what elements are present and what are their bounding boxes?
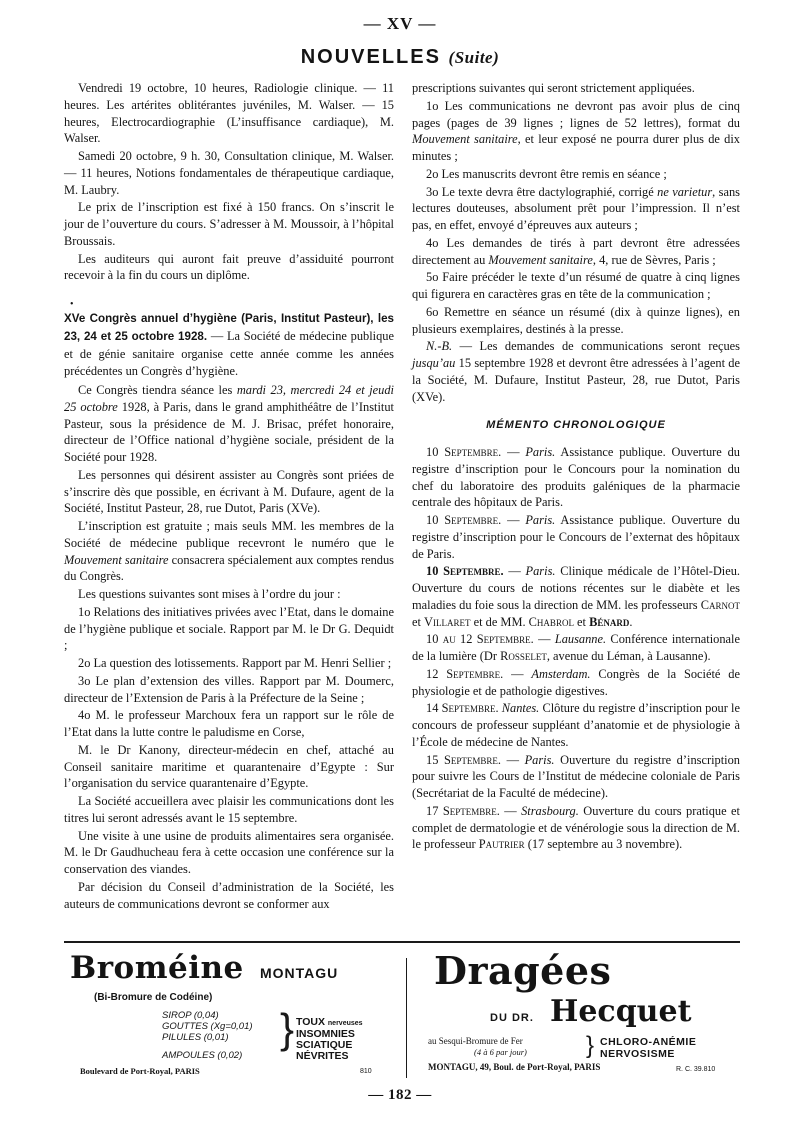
ad-du-dr: DU DR. [490, 1012, 534, 1024]
entry-date: 10 Septembre. [426, 564, 504, 579]
rule-item [412, 235, 740, 269]
formulation: SIROP (0,04) [162, 1010, 219, 1021]
text-run-italic: N.-B. [426, 339, 453, 354]
entry-place: Strasbourg. [521, 803, 579, 818]
entry-text: Congrès de la Société de physiologie et de pathologie digestives. [412, 666, 741, 698]
paragraph [64, 382, 394, 466]
ad-indications [600, 1036, 696, 1060]
text-run-italic: jusqu’au [412, 356, 456, 370]
entry-name: Rosselet [500, 649, 547, 663]
brace-icon: } [280, 1005, 295, 1052]
entry-date: 14 Septembre. [426, 701, 499, 716]
indication-main: TOUX [296, 1016, 325, 1028]
agenda-item: 3o Le plan d’extension des villes. Rapport par M. Doumerc, directeur de l’Extension de Paris à la Préfecture de la Seine ; [64, 673, 394, 705]
entry-date: 15 Septembre. [426, 752, 501, 767]
rule-item: 6o Remettre en séance un résumé (dix à quinze lignes), en plusieurs exemplaires, destinés à la presse. [412, 304, 740, 336]
entry-text: . [629, 614, 633, 629]
ad-composition: au Sesqui-Bromure de Fer [428, 1036, 523, 1046]
text-run: , 4, rue de Sèvres, Paris ; [592, 252, 716, 267]
ad-divider [406, 958, 407, 1078]
text-run: 1o Les communications ne devront pas avoir plus de cinq pages (pages de 39 lignes ; lignes de 52 lettres), format du [412, 98, 740, 130]
entry-date: 10 au 12 Septembre. [426, 632, 534, 647]
text-run-italic: ne varietur [657, 184, 713, 199]
memento-entry: 12 Septembre. — Amsterdam. Congrès de la Société de physiologie et de pathologie digestives. [412, 666, 741, 698]
ad-formulations [162, 1010, 253, 1061]
rule-item: 5o Faire précéder le texte d’un résumé de quatre à cinq lignes qui figurera en caractères gras en tête de la communication ; [412, 270, 740, 301]
text-run: L’inscription est gratuite ; mais seuls MM. les membres de la Société de médecine publique recevront le numéro que le [64, 519, 394, 550]
ornament-dot: • [70, 299, 74, 310]
memento-heading: MÉMENTO CHRONOLOGIQUE [486, 419, 666, 432]
paragraph: La Société accueillera avec plaisir les communications dont les titres lui seront adressés avant le 15 septembre. [64, 794, 394, 825]
section-title-text: NOUVELLES [300, 46, 441, 68]
ad-maker: MONTAGU [260, 965, 339, 981]
right-column [412, 80, 740, 854]
text-run: 4o Les demandes de tirés à part devront être adressées directement au [412, 235, 740, 267]
paragraph: Les questions suivantes sont mises à l’ordre du jour : [78, 587, 341, 601]
entry-text: (17 septembre au 3 novembre). [524, 837, 683, 852]
memento-entry: 10 Septembre. — Paris. Assistance publique. Ouverture du registre d’inscription pour le Concours pour la nomination du chef du laboratoire des produits galéniques de la pharmacie centrale des hôpitaux de Paris. [412, 445, 741, 510]
indication: NERVOSISME [600, 1048, 675, 1060]
agenda-item: 1o Relations des initiatives privées avec l’Etat, dans le domaine de l’hygiène publique et sociale. Rapport par M. le Dr G. Dequidt ; [64, 604, 394, 653]
entry-date: 10 Septembre. [426, 513, 502, 527]
agenda-item: 4o M. le professeur Marchoux fera un rapport sur le rôle de l’Etat dans la lutte contre le paludisme en Corse, [64, 708, 394, 739]
ad-brand-bromeine: Broméine [70, 950, 244, 986]
rule-item [412, 184, 740, 234]
agenda-item: M. le Dr Kanony, directeur-médecin en chef, attaché au Conseil sanitaire maritime et quarantenaire d’Egypte : Sur l’organisation du service quarantenaire d’Egypte. [64, 742, 394, 791]
paragraph: prescriptions suivantes qui seront strictement appliquées. [412, 81, 695, 95]
indication: INSOMNIES [296, 1028, 355, 1040]
entry-name: Carnot [700, 597, 740, 612]
entry-text: Clinique médicale de l’Hôtel-Dieu. Ouverture du cours de notions récentes sur le diabète et les maladies du foie sous la direction de MM. les professeurs [412, 564, 741, 612]
entry-place: Lausanne. [554, 632, 607, 647]
entry-place: Paris. [525, 445, 556, 459]
entry-text: Assistance publique. Ouverture du registre d’inscription pour le Concours pour la nomination du chef du laboratoire des produits galéniques de la pharmacie centrale des hôpitaux de Paris. [412, 445, 741, 510]
formulation: AMPOULES (0,02) [162, 1050, 243, 1061]
spacer [64, 285, 394, 299]
ad-dosage: (4 à 6 par jour) [474, 1047, 527, 1057]
congress-heading [64, 311, 394, 381]
text-run: 1928, à Paris, dans le grand amphithéâtre de l’Institut Pasteur, sous la présidence de M. J. Brisac, préfet honoraire, directeur de l’Office national d’hygiène sociale, président de la Société pour 1928. [64, 399, 394, 464]
formulation: GOUTTES (Xg=0,01) [162, 1021, 253, 1032]
ad-reference: 810 [360, 1068, 372, 1075]
paragraph: Les personnes qui désirent assister au Congrès sont priées de s’inscrire dès que possible, en écrivant à M. Dufaure, agent de la Société, Institut Pasteur, 28, rue Dutot, Paris (XVe). [64, 467, 394, 516]
ad-address: MONTAGU, 49, Boul. de Port-Royal, PARIS [428, 1062, 601, 1072]
section-title-suite: (Suite) [448, 48, 500, 67]
entry-text: Ouverture du cours pratique et complet de dermatologie et de vénérologie sous la direction de M. le professeur [412, 803, 740, 852]
memento-entry: 10 Septembre. — Paris. Assistance publique. Ouverture du registre d’inscription pour le Concours de l’externat des hôpitaux de Paris. [412, 513, 741, 561]
ad-brand-hecquet: Hecquet [550, 994, 692, 1029]
entry-text: Conférence internationale de la lumière (Dr [412, 632, 740, 663]
rule-item: 2o Les manuscrits devront être remis en séance ; [426, 166, 667, 181]
text-run: Ce Congrès tiendra séance les [78, 383, 237, 397]
entry-place: Paris. [525, 513, 556, 527]
paragraph: Samedi 20 octobre, 9 h. 30, Consultation clinique, M. Walser. — 11 heures, Notions fondamentales de thérapeutique cardiaque, M. Laubry. [64, 149, 394, 197]
paragraph: Le prix de l’inscription est fixé à 150 francs. On s’inscrit le jour de l’ouverture du cours. S’adresser à M. Moussoir, à l’hôpital Broussais. [64, 200, 394, 248]
entry-text: et [573, 614, 590, 629]
memento-entry: 15 Septembre. — Paris. Ouverture du registre d’inscription pour suivre les Cours de l’Institut de médecine coloniale de Paris (Secrétariat de la Faculté de médecine). [412, 752, 741, 800]
entry-name: Bénard [589, 614, 630, 629]
paragraph: Les auditeurs qui auront fait preuve d’assiduité pourront recevoir à la fin du cours un diplôme. [64, 251, 394, 283]
indication: NÉVRITES [296, 1050, 349, 1062]
memento-entry: 10 au 12 Septembre. — Lausanne. Conférence internationale de la lumière (Dr Rosselet, avenue du Léman, à Lausanne). [412, 632, 740, 663]
text-run: — Les demandes de communications seront reçues [452, 339, 740, 354]
section-title [0, 46, 800, 69]
brace-icon: } [586, 1032, 595, 1059]
nota-bene [412, 338, 740, 405]
congress-heading-rest: — La Société de médecine publique et de génie sanitaire organise cette année comme les années précédentes un Congrès d’hygiène. [64, 328, 394, 379]
entry-place: Paris. [525, 564, 556, 579]
text-run-italic: Mouvement sanitaire [412, 132, 518, 147]
text-run: 3o Le texte devra être dactylographié, corrigé [426, 184, 658, 199]
ad-subtitle: (Bi-Bromure de Codéine) [94, 992, 213, 1003]
text-run-italic: mardi 23, mercredi 24 et jeudi 25 octobre [64, 383, 394, 414]
entry-name: Pautrier [478, 837, 525, 852]
agenda-item: 2o La question des lotissements. Rapport par M. Henri Sellier ; [78, 656, 392, 670]
page-roman-numeral: — XV — [363, 14, 437, 33]
entry-date: 10 Septembre. [426, 445, 502, 459]
entry-text: et de MM. [470, 614, 529, 629]
paragraph: Une visite à une usine de produits alimentaires sera organisée. M. le Dr Gaudhucheau fera à cette occasion une conférence sur la conservation des viandes. [64, 828, 394, 876]
entry-text: Clôture du registre d’inscription pour le concours de professeur suppléant d’anatomie et de physiologie à l’École de médecine de Nantes. [412, 701, 740, 749]
entry-name: Chabrol [528, 614, 574, 629]
entry-text: Ouverture du registre d’inscription pour suivre les Cours de l’Institut de médecine coloniale de Paris (Secrétariat de la Faculté de médecine). [412, 752, 741, 800]
indication: CHLORO-ANÉMIE [600, 1036, 697, 1048]
ad-indications [296, 1017, 363, 1062]
text-run-italic: Mouvement sanitaire [488, 252, 593, 267]
entry-date: 12 Septembre. [426, 666, 504, 681]
entry-name: Villaret [424, 614, 471, 629]
page-number: — 182 — [368, 1087, 432, 1103]
entry-date: 17 Septembre. [426, 803, 500, 818]
ad-brand-dragees: Dragées [434, 948, 612, 993]
entry-text: et [412, 614, 425, 629]
rule-item [412, 98, 740, 165]
text-run: , sans lectures douteuses, absolument prêt pour l’impression. Il n’est pas, en effet, envoyé d’épreuves aux auteurs ; [412, 184, 740, 232]
paragraph: Vendredi 19 octobre, 10 heures, Radiologie clinique. — 11 heures. Les artérites oblitérantes juvéniles, M. Walser. — 15 heures, Electrocardiographie (L’insuffisance cardiaque), M. Walser. [64, 81, 394, 146]
entry-place: Nantes. [501, 701, 540, 716]
hecquet-advertisement [424, 950, 744, 1080]
text-run: 15 septembre 1928 et devront être adressées à l’agent de la Société, M. Dufaure, Institut Pasteur, 28, rue Dutot, Paris (XVe). [412, 356, 740, 404]
formulation: PILULES (0,01) [162, 1032, 229, 1043]
horizontal-rule [64, 941, 740, 943]
entry-place: Amsterdam. [531, 666, 591, 681]
memento-entry: 17 Septembre. — Strasbourg. Ouverture du cours pratique et complet de dermatologie et de vénérologie sous la direction de M. le professeur Pautrier (17 septembre au 3 novembre). [412, 803, 740, 852]
paragraph [64, 518, 394, 585]
ad-reference: R. C. 39.810 [676, 1066, 716, 1073]
text-run-italic: Mouvement sanitaire [64, 552, 169, 567]
congress-heading-bold: XVe Congrès annuel d’hygiène (Paris, Institut Pasteur), les 23, 24 et 25 octobre 1928. [64, 312, 394, 343]
text-run: consacrera spécialement aux comptes rendus du Congrès. [64, 552, 395, 584]
entry-place: Paris. [524, 752, 555, 767]
entry-text: Assistance publique. Ouverture du registre d’inscription pour le Concours de l’externat des hôpitaux de Paris. [412, 513, 741, 561]
memento-entry [412, 700, 740, 750]
bromeine-advertisement [70, 950, 395, 1080]
paragraph: Par décision du Conseil d’administration de la Société, les auteurs de communications devront se conformer aux [64, 879, 394, 911]
entry-text: , avenue du Léman, à Lausanne). [546, 649, 711, 663]
indication-small: nerveuses [327, 1020, 363, 1027]
left-column [64, 80, 394, 913]
text-run: , et leur exposé ne pourra durer plus de dix minutes ; [412, 132, 740, 163]
ad-address: Boulevard de Port-Royal, PARIS [80, 1066, 200, 1076]
memento-entry: 10 Septembre. — Paris. Clinique médicale de l’Hôtel-Dieu. Ouverture du cours de notions récentes sur le diabète et les maladies du foie sous la direction de MM. les professeurs Carnot et Villaret et de MM. Chabrol et Bénard. [412, 564, 741, 629]
indication: SCIATIQUE [296, 1039, 353, 1051]
